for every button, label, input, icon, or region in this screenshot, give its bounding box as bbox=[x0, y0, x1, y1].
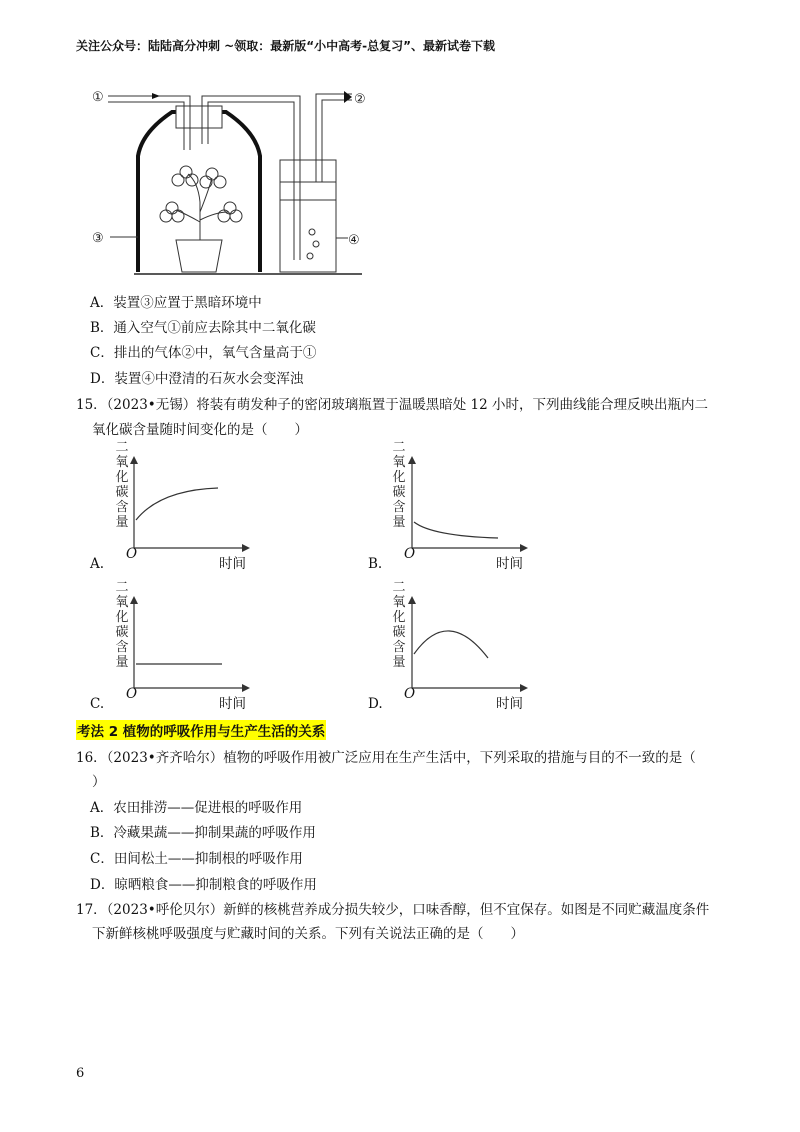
chart-d-option: D. bbox=[368, 696, 383, 712]
chart-a bbox=[120, 456, 250, 556]
q16-option-d: D．晾晒粮食——抑制粮食的呼吸作用 bbox=[90, 877, 317, 893]
q16-line2: ） bbox=[92, 774, 106, 790]
chart-d-curve bbox=[414, 631, 488, 658]
q14-option-b: B．通入空气①前应去除其中二氧化碳 bbox=[90, 320, 316, 336]
q17-line2: 下新鲜核桃呼吸强度与贮藏时间的关系。下列有关说法正确的是（ ） bbox=[92, 926, 524, 942]
chart-c bbox=[120, 596, 250, 696]
chart-b-xlabel: 时间 bbox=[496, 556, 523, 572]
chart-b-ylabel: 二氧化碳含量 bbox=[392, 440, 406, 530]
q14-option-c: C．排出的气体②中，氧气含量高于① bbox=[90, 345, 317, 361]
chart-a-origin: O bbox=[126, 546, 138, 562]
page-header: 关注公众号：陆陆高分冲刺 ~领取：最新版“小中高考-总复习”、最新试卷下载 bbox=[76, 39, 495, 53]
q15-line1: 15．（2023•无锡）将装有萌发种子的密闭玻璃瓶置于温暖黑暗处 12 小时，下列曲线能合理反映出瓶内二 bbox=[76, 397, 709, 413]
q16-option-a: A．农田排涝——促进根的呼吸作用 bbox=[90, 800, 303, 816]
chart-d-origin: O bbox=[404, 686, 416, 702]
chart-a-ylabel: 二氧化碳含量 bbox=[115, 440, 129, 530]
chart-a-xlabel: 时间 bbox=[219, 556, 246, 572]
chart-b-curve bbox=[414, 522, 498, 538]
q14-option-d: D．装置④中澄清的石灰水会变浑浊 bbox=[90, 371, 304, 387]
q17-line1: 17．（2023•呼伦贝尔）新鲜的核桃营养成分损失较少，口味香醇，但不宜保存。如图是不同贮藏温度条件 bbox=[76, 902, 710, 918]
label-3: ③ bbox=[92, 231, 104, 246]
chart-d-ylabel: 二氧化碳含量 bbox=[392, 580, 406, 670]
q16-option-b: B．冷藏果蔬——抑制果蔬的呼吸作用 bbox=[90, 825, 316, 841]
chart-c-option: C. bbox=[90, 696, 105, 712]
chart-c-xlabel: 时间 bbox=[219, 696, 246, 712]
chart-d-x-arrow bbox=[520, 684, 528, 692]
chart-b-y-arrow bbox=[408, 456, 416, 464]
label-2: ② bbox=[354, 92, 366, 107]
chart-a-option: A. bbox=[90, 556, 105, 572]
section-title: 考法 2 植物的呼吸作用与生产生活的关系 bbox=[76, 720, 326, 740]
label-4: ④ bbox=[348, 233, 360, 248]
chart-b-origin: O bbox=[404, 546, 416, 562]
chart-a-curve bbox=[136, 488, 218, 520]
chart-a-y-arrow bbox=[130, 456, 138, 464]
q14-option-a: A．装置③应置于黑暗环境中 bbox=[90, 295, 262, 311]
label-1: ① bbox=[92, 90, 104, 105]
chart-c-origin: O bbox=[126, 686, 138, 702]
q15-line2: 氧化碳含量随时间变化的是（ ） bbox=[92, 422, 308, 438]
chart-b-option: B. bbox=[368, 556, 383, 572]
chart-d-xlabel: 时间 bbox=[496, 696, 523, 712]
q16-line1: 16．（2023•齐齐哈尔）植物的呼吸作用被广泛应用在生产生活中，下列采取的措施与目的不一致的是（ bbox=[76, 750, 696, 766]
chart-c-y-arrow bbox=[130, 596, 138, 604]
apparatus-figure bbox=[90, 82, 380, 282]
chart-c-x-arrow bbox=[242, 684, 250, 692]
chart-b-x-arrow bbox=[520, 544, 528, 552]
chart-d-y-arrow bbox=[408, 596, 416, 604]
chart-a-x-arrow bbox=[242, 544, 250, 552]
chart-b bbox=[398, 456, 528, 556]
q16-option-c: C．田间松土——抑制根的呼吸作用 bbox=[90, 851, 303, 867]
chart-c-ylabel: 二氧化碳含量 bbox=[115, 580, 129, 670]
page-number: 6 bbox=[76, 1066, 85, 1081]
chart-d bbox=[398, 596, 528, 696]
